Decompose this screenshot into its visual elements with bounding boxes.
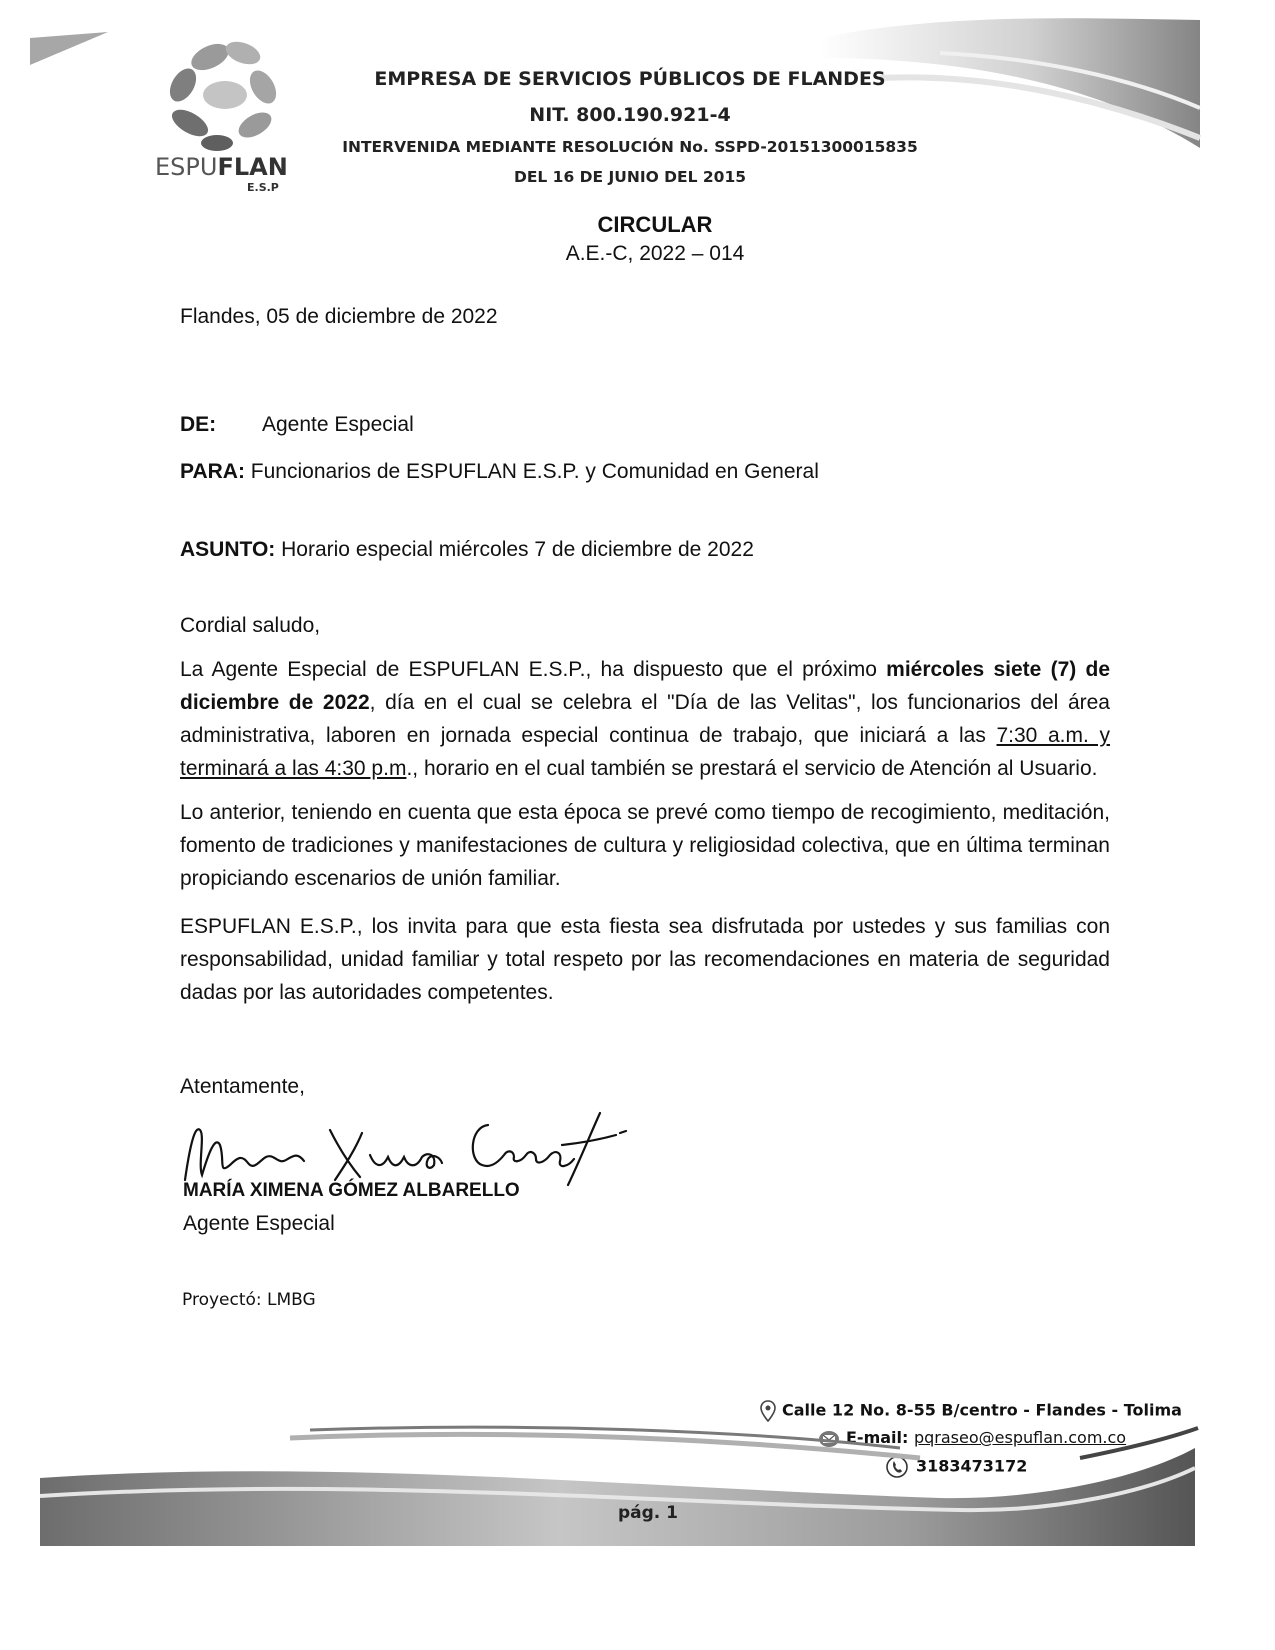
intervention-resolution: INTERVENIDA MEDIANTE RESOLUCIÓN No. SSPD-20151300015835 [342, 138, 918, 156]
document-code: A.E.-C, 2022 – 014 [565, 242, 745, 265]
greeting: Cordial saludo, [180, 614, 321, 637]
from-label: DE: [180, 413, 217, 436]
page-number: pág. 1 [618, 1503, 679, 1523]
subject-line [180, 533, 754, 567]
logo-suffix: E.S.P [247, 181, 279, 194]
logo-text-bold: FLAN [217, 153, 288, 181]
leaf-logo-icon [155, 35, 295, 160]
p1-schedule-underlined: 7:30 a.m. y terminará a las 4:30 p.m [180, 724, 1110, 780]
org-name: EMPRESA DE SERVICIOS PÚBLICOS DE FLANDES [374, 68, 886, 90]
company-logo [155, 35, 295, 195]
p1-text-c: , día en el cual se celebra el "Día de las Velitas", los funcionarios del área administrativa, laboren en jornada especial continua de trabajo, que iniciará a las [180, 691, 1110, 747]
closing: Atentamente, [180, 1075, 305, 1098]
paragraph-1 [180, 653, 1110, 785]
corner-scan-mark [30, 30, 110, 70]
from-line [180, 408, 414, 442]
subject-label: ASUNTO: [180, 538, 276, 561]
to-value: Funcionarios de ESPUFLAN E.S.P. y Comunidad en General [250, 460, 819, 483]
footer-swoosh-decoration [40, 1418, 1200, 1550]
signer-name: MARÍA XIMENA GÓMEZ ALBARELLO [183, 1180, 520, 1201]
phone-number: 3183473172 [916, 1456, 1028, 1476]
place-date: Flandes, 05 de diciembre de 2022 [180, 305, 498, 328]
from-value: Agente Especial [262, 413, 414, 436]
paragraph-3: ESPUFLAN E.S.P., los invita para que esta fiesta sea disfrutada por ustedes y sus familias con responsabilidad, unidad familiar y total respeto por las recomendaciones en materia de seguridad dadas por las autoridades competentes. [180, 915, 1110, 1004]
p1-date-bold: miércoles siete (7) de diciembre de 2022 [180, 658, 1110, 714]
resolution-date: DEL 16 DE JUNIO DEL 2015 [513, 168, 747, 186]
subject-value: Horario especial miércoles 7 de diciembre de 2022 [281, 538, 754, 561]
logo-wordmark [155, 153, 288, 181]
logo-text-light: ESPU [155, 153, 218, 181]
email-label: E-mail: [846, 1428, 914, 1447]
document-title: CIRCULAR [597, 212, 713, 237]
projected-by: Proyectó: LMBG [182, 1290, 316, 1310]
to-line [180, 455, 819, 489]
p1-text-e: ., horario en el cual también se prestará el servicio de Atención al Usuario. [406, 757, 1098, 780]
nit-number: NIT. 800.190.921-4 [529, 104, 731, 126]
address-text: Calle 12 No. 8-55 B/centro - Flandes - Tolima [782, 1400, 1182, 1420]
email-link[interactable]: pqraseo@espuflan.com.co [913, 1428, 1127, 1447]
paragraph-2: Lo anterior, teniendo en cuenta que esta época se prevé como tiempo de recogimiento, meditación, fomento de tradiciones y manifestaciones de cultura y religiosidad colectiva, que en última terminan propiciando escenarios de unión familiar. [180, 801, 1110, 890]
p1-text-a: La Agente Especial de ESPUFLAN E.S.P., ha dispuesto que el próximo [180, 658, 887, 681]
signer-role: Agente Especial [183, 1212, 335, 1235]
to-label: PARA: [180, 460, 245, 483]
